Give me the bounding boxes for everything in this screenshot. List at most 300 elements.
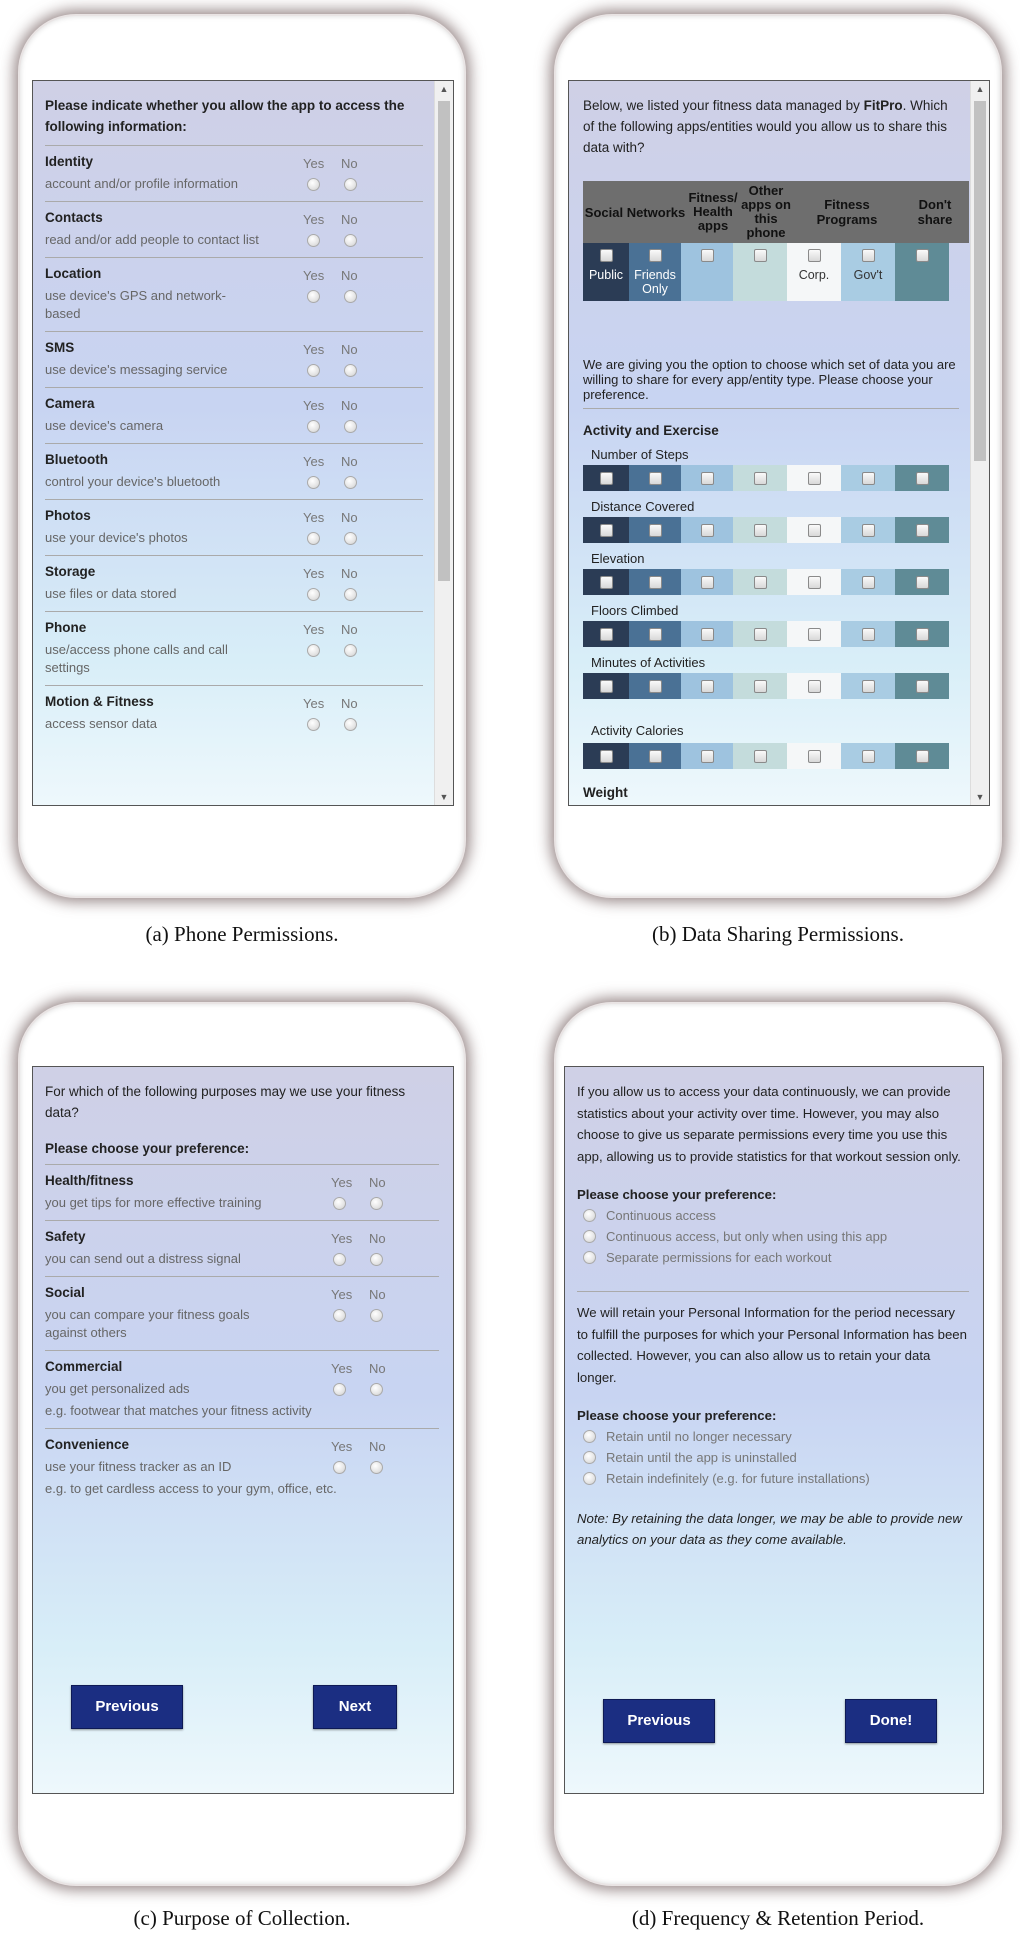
share-checkbox[interactable] <box>649 680 662 693</box>
share-cell <box>583 673 629 699</box>
intro-text: For which of the following purposes may we use your fitness data? <box>45 1084 406 1120</box>
share-cell <box>681 743 733 769</box>
frequency-options <box>577 1208 969 1265</box>
share-cell <box>841 465 895 491</box>
share-cell <box>681 569 733 595</box>
caption-d: (d) Frequency & Retention Period. <box>631 1906 925 1930</box>
purpose-desc: you can send out a distress signal <box>45 1251 241 1266</box>
yes-radio[interactable] <box>307 644 320 657</box>
share-cell <box>841 673 895 699</box>
share-cell <box>787 673 841 699</box>
purpose-title: Social <box>45 1285 85 1300</box>
share-cell <box>787 621 841 647</box>
share-cell <box>733 569 787 595</box>
next-button[interactable]: Next <box>313 1685 397 1729</box>
previous-button[interactable]: Previous <box>603 1699 715 1743</box>
share-cell <box>733 517 787 543</box>
option-radio[interactable] <box>583 1451 596 1464</box>
yes-radio[interactable] <box>307 718 320 731</box>
share-row-checkboxes <box>583 673 969 699</box>
share-checkbox[interactable] <box>754 680 767 693</box>
share-checkbox[interactable] <box>649 472 662 485</box>
share-cell <box>733 465 787 491</box>
share-checkbox[interactable] <box>862 628 875 641</box>
option-row[interactable] <box>583 1208 969 1223</box>
yes-radio[interactable] <box>307 234 320 247</box>
share-checkbox[interactable] <box>649 750 662 763</box>
permission-desc: read and/or add people to contact list <box>45 232 259 247</box>
yes-no-labels <box>303 566 383 581</box>
no-label: No <box>341 398 358 413</box>
share-row-checkboxes <box>583 743 969 769</box>
share-checkbox[interactable] <box>701 524 714 537</box>
share-cell <box>629 517 681 543</box>
permission-row <box>45 612 423 686</box>
yes-radio[interactable] <box>333 1253 346 1266</box>
share-table-header <box>583 181 969 243</box>
share-checkbox[interactable] <box>916 750 929 763</box>
radio-group <box>307 420 387 436</box>
scroll-thumb[interactable] <box>974 101 986 461</box>
no-radio[interactable] <box>370 1309 383 1322</box>
share-column-6 <box>895 243 949 301</box>
choose-label-2: Please choose your preference: <box>577 1408 777 1423</box>
option-row[interactable] <box>583 1471 969 1486</box>
share-row-label: Elevation <box>591 551 645 566</box>
share-checkbox[interactable] <box>754 472 767 485</box>
yes-no-labels <box>303 342 383 357</box>
phone-d <box>556 1004 1000 1884</box>
share-checkbox[interactable] <box>808 628 821 641</box>
permission-desc: use files or data stored <box>45 586 177 601</box>
permission-row <box>45 146 423 202</box>
no-radio[interactable] <box>344 588 357 601</box>
previous-button[interactable]: Previous <box>71 1685 183 1729</box>
permission-row <box>45 258 423 332</box>
share-checkbox[interactable] <box>916 472 929 485</box>
yes-label: Yes <box>303 398 325 413</box>
no-radio[interactable] <box>344 364 357 377</box>
share-cell <box>681 517 733 543</box>
radio-group <box>307 476 387 492</box>
permission-row <box>45 332 423 388</box>
yes-radio[interactable] <box>333 1309 346 1322</box>
no-radio[interactable] <box>344 644 357 657</box>
brand-name: FitPro <box>863 98 903 113</box>
share-checkbox[interactable] <box>754 750 767 763</box>
option-label: Retain until the app is uninstalled <box>606 1450 797 1465</box>
choose-label: Please choose your preference: <box>45 1141 439 1165</box>
yes-no-labels <box>303 268 383 283</box>
share-cell <box>895 517 949 543</box>
option-row[interactable] <box>583 1229 969 1244</box>
share-row <box>583 653 969 707</box>
no-radio[interactable] <box>344 476 357 489</box>
share-checkbox[interactable] <box>862 249 875 262</box>
share-cell <box>841 743 895 769</box>
done-button[interactable]: Done! <box>845 1699 937 1743</box>
purpose-desc: use your fitness tracker as an ID <box>45 1459 232 1474</box>
share-checkbox[interactable] <box>808 524 821 537</box>
purpose-list <box>45 1081 439 1506</box>
share-checkbox[interactable] <box>808 472 821 485</box>
share-checkbox[interactable] <box>754 524 767 537</box>
purpose-row <box>45 1221 439 1277</box>
option-row[interactable] <box>583 1429 969 1444</box>
purpose-desc: you can compare your fitness goals against others <box>45 1307 250 1340</box>
share-row-checkboxes <box>583 569 969 595</box>
share-checkbox[interactable] <box>701 628 714 641</box>
radio-group <box>333 1461 413 1477</box>
caption-c: (c) Purpose of Collection. <box>133 1906 351 1930</box>
radio-group <box>333 1309 413 1325</box>
share-cell <box>787 465 841 491</box>
radio-group <box>307 588 387 604</box>
radio-group <box>307 364 387 380</box>
share-row <box>583 707 969 775</box>
yes-no-labels <box>331 1361 411 1376</box>
share-column-4 <box>787 243 841 301</box>
share-cell <box>895 673 949 699</box>
option-radio[interactable] <box>583 1251 596 1264</box>
radio-group <box>333 1383 413 1399</box>
share-cell <box>681 673 733 699</box>
no-radio[interactable] <box>370 1383 383 1396</box>
share-checkbox[interactable] <box>862 524 875 537</box>
permission-row <box>45 556 423 612</box>
yes-label: Yes <box>303 212 325 227</box>
share-cell <box>895 569 949 595</box>
yes-radio[interactable] <box>307 178 320 191</box>
divider <box>577 1291 969 1292</box>
permission-title: Motion & Fitness <box>45 694 154 709</box>
share-cell <box>733 673 787 699</box>
share-checkbox[interactable] <box>600 249 613 262</box>
yes-radio[interactable] <box>307 476 320 489</box>
radio-group <box>333 1253 413 1269</box>
no-label: No <box>369 1175 386 1190</box>
permission-title: Bluetooth <box>45 452 108 467</box>
purpose-example: e.g. to get cardless access to your gym, office, etc. <box>45 1481 337 1496</box>
share-checkbox[interactable] <box>916 680 929 693</box>
share-cell <box>629 673 681 699</box>
yes-radio[interactable] <box>333 1461 346 1474</box>
share-checkbox[interactable] <box>600 576 613 589</box>
scroll-up-icon[interactable]: ▲ <box>439 84 449 94</box>
share-checkbox[interactable] <box>916 524 929 537</box>
yes-label: Yes <box>331 1175 353 1190</box>
scrollbar[interactable] <box>434 81 453 805</box>
scroll-thumb[interactable] <box>438 101 450 581</box>
purpose-row <box>45 1351 439 1429</box>
share-row-label: Distance Covered <box>591 499 695 514</box>
share-cell <box>629 743 681 769</box>
permission-title: Storage <box>45 564 96 579</box>
share-checkbox[interactable] <box>916 249 929 262</box>
share-cell <box>681 465 733 491</box>
permission-desc: use/access phone calls and call settings <box>45 642 228 675</box>
header-other-apps: Other apps on this phone <box>741 183 791 240</box>
share-checkbox[interactable] <box>600 680 613 693</box>
purpose-title: Safety <box>45 1229 86 1244</box>
permission-title: Location <box>45 266 102 281</box>
no-label: No <box>341 454 358 469</box>
no-radio[interactable] <box>344 532 357 545</box>
yes-radio[interactable] <box>307 420 320 433</box>
permission-desc: use device's messaging service <box>45 362 228 377</box>
scroll-down-icon[interactable]: ▼ <box>975 792 985 802</box>
share-column-5 <box>841 243 895 301</box>
no-radio[interactable] <box>370 1197 383 1210</box>
share-row-label: Minutes of Activities <box>591 655 706 670</box>
no-radio[interactable] <box>370 1461 383 1474</box>
purpose-title: Commercial <box>45 1359 123 1374</box>
yes-label: Yes <box>303 454 325 469</box>
share-cell <box>629 465 681 491</box>
yes-label: Yes <box>303 696 325 711</box>
yes-no-labels <box>331 1439 411 1454</box>
frequency-section <box>577 1081 969 1550</box>
radio-group <box>307 532 387 548</box>
share-cell <box>681 621 733 647</box>
share-cell <box>733 743 787 769</box>
permission-title: Photos <box>45 508 91 523</box>
share-row <box>583 601 969 653</box>
no-label: No <box>341 566 358 581</box>
yes-radio[interactable] <box>307 290 320 303</box>
share-rows <box>583 445 969 775</box>
share-cell <box>583 465 629 491</box>
share-checkbox[interactable] <box>808 750 821 763</box>
no-radio[interactable] <box>344 420 357 433</box>
yes-label: Yes <box>331 1361 353 1376</box>
yes-radio[interactable] <box>333 1197 346 1210</box>
share-checkbox[interactable] <box>862 576 875 589</box>
share-checkbox[interactable] <box>808 680 821 693</box>
permission-row <box>45 444 423 500</box>
intro-pre: Below, we listed your fitness data managed by <box>583 98 864 113</box>
intro-text: Please indicate whether you allow the app to access the following information: <box>45 95 423 146</box>
share-row-label: Number of Steps <box>591 447 689 462</box>
para-frequency: If you allow us to access your data continuously, we can provide statistics about your activity over time. However, you may also choose to give us separate permissions every time you use this app, allowing us to provide statistics for that workout session only. <box>577 1084 961 1164</box>
yes-radio[interactable] <box>307 588 320 601</box>
yes-no-labels <box>331 1287 411 1302</box>
option-label: Retain indefinitely (e.g. for future installations) <box>606 1471 870 1486</box>
choose-text: We are giving you the option to choose which set of data you are willing to share for every app/entity type. Please choose your preference. <box>583 357 959 409</box>
share-cell <box>583 569 629 595</box>
option-row[interactable] <box>583 1450 969 1465</box>
share-row-label: Floors Climbed <box>591 603 679 618</box>
yes-no-labels <box>331 1231 411 1246</box>
yes-no-labels <box>303 454 383 469</box>
yes-no-labels <box>303 696 383 711</box>
no-radio[interactable] <box>370 1253 383 1266</box>
phone-a <box>20 16 464 896</box>
yes-radio[interactable] <box>307 532 320 545</box>
option-label: Retain until no longer necessary <box>606 1429 792 1444</box>
share-checkbox[interactable] <box>701 472 714 485</box>
option-radio[interactable] <box>583 1430 596 1443</box>
radio-group <box>307 644 387 660</box>
purpose-desc: you get tips for more effective training <box>45 1195 262 1210</box>
row-gap <box>583 699 969 707</box>
section-title: Activity and Exercise <box>583 423 719 438</box>
permission-desc: use your device's photos <box>45 530 188 545</box>
share-checkbox[interactable] <box>754 576 767 589</box>
purpose-row <box>45 1429 439 1506</box>
no-radio[interactable] <box>344 290 357 303</box>
share-checkbox[interactable] <box>701 680 714 693</box>
yes-radio[interactable] <box>333 1383 346 1396</box>
no-radio[interactable] <box>344 718 357 731</box>
share-column-label: Corp. <box>798 268 830 282</box>
share-cell <box>841 621 895 647</box>
intro-text <box>583 95 957 158</box>
share-column-label: Public <box>588 268 624 282</box>
header-fitness-programs: Fitness Programs <box>816 197 878 227</box>
yes-no-labels <box>303 510 383 525</box>
no-radio[interactable] <box>344 234 357 247</box>
share-checkbox[interactable] <box>862 680 875 693</box>
permission-desc: account and/or profile information <box>45 176 238 191</box>
share-checkbox[interactable] <box>754 628 767 641</box>
yes-label: Yes <box>331 1231 353 1246</box>
phone-c-screen <box>32 1066 454 1794</box>
permission-list <box>45 95 423 741</box>
retention-options <box>577 1429 969 1486</box>
scroll-up-icon[interactable]: ▲ <box>975 84 985 94</box>
caption-b: (b) Data Sharing Permissions. <box>652 922 904 946</box>
share-row-checkboxes <box>583 465 969 491</box>
header-dont-share: Don't share <box>917 197 953 227</box>
share-checkbox[interactable] <box>649 628 662 641</box>
note-text: Note: By retaining the data longer, we may be able to provide new analytics on your data as they come available. <box>577 1511 962 1547</box>
share-column-0 <box>583 243 629 301</box>
header-social: Social Networks <box>584 204 686 220</box>
permission-desc: access sensor data <box>45 716 158 731</box>
yes-no-labels <box>331 1175 411 1190</box>
share-checkbox[interactable] <box>701 249 714 262</box>
share-column-3 <box>733 243 787 301</box>
share-checkbox[interactable] <box>916 628 929 641</box>
para-retention: We will retain your Personal Information for the period necessary to fulfill the purposes for which your Personal Information has been collected. However, you can also allow us to retain your data longer. <box>577 1305 967 1385</box>
yes-label: Yes <box>303 342 325 357</box>
yes-label: Yes <box>303 268 325 283</box>
radio-group <box>307 178 387 194</box>
permission-title: Camera <box>45 396 95 411</box>
radio-group <box>307 290 387 306</box>
share-checkbox[interactable] <box>600 472 613 485</box>
yes-no-labels <box>303 398 383 413</box>
row-gap <box>583 769 969 775</box>
no-label: No <box>369 1287 386 1302</box>
share-checkbox[interactable] <box>808 576 821 589</box>
yes-label: Yes <box>303 156 325 171</box>
share-cell <box>787 743 841 769</box>
option-radio[interactable] <box>583 1209 596 1222</box>
share-cell <box>841 517 895 543</box>
share-cell <box>733 621 787 647</box>
share-checkbox[interactable] <box>600 750 613 763</box>
share-checkbox[interactable] <box>649 576 662 589</box>
share-cell <box>629 569 681 595</box>
share-row <box>583 445 969 497</box>
share-checkbox[interactable] <box>600 524 613 537</box>
no-radio[interactable] <box>344 178 357 191</box>
share-column-1 <box>629 243 681 301</box>
scroll-down-icon[interactable]: ▼ <box>439 792 449 802</box>
no-label: No <box>369 1439 386 1454</box>
permission-desc: use device's GPS and network-based <box>45 288 226 321</box>
yes-no-labels <box>303 156 383 171</box>
yes-no-labels <box>303 212 383 227</box>
share-cell <box>895 465 949 491</box>
option-label: Continuous access, but only when using this app <box>606 1229 888 1244</box>
no-label: No <box>341 268 358 283</box>
share-row-checkboxes <box>583 621 969 647</box>
share-checkbox[interactable] <box>862 472 875 485</box>
yes-label: Yes <box>303 566 325 581</box>
share-checkbox[interactable] <box>701 750 714 763</box>
share-checkbox[interactable] <box>600 628 613 641</box>
share-table-subheader <box>583 243 969 301</box>
radio-group <box>307 234 387 250</box>
next-section-title: Weight <box>583 785 628 800</box>
permission-desc: control your device's bluetooth <box>45 474 221 489</box>
permission-desc: use device's camera <box>45 418 164 433</box>
share-checkbox[interactable] <box>701 576 714 589</box>
option-radio[interactable] <box>583 1472 596 1485</box>
no-label: No <box>369 1231 386 1246</box>
phone-b <box>556 16 1000 896</box>
share-cell <box>583 621 629 647</box>
share-cell <box>787 517 841 543</box>
share-checkbox[interactable] <box>649 249 662 262</box>
yes-label: Yes <box>331 1287 353 1302</box>
share-cell <box>787 569 841 595</box>
yes-label: Yes <box>303 510 325 525</box>
option-radio[interactable] <box>583 1230 596 1243</box>
purpose-title: Health/fitness <box>45 1173 134 1188</box>
share-column-2 <box>681 243 733 301</box>
permission-row <box>45 686 423 741</box>
share-checkbox[interactable] <box>754 249 767 262</box>
share-checkbox[interactable] <box>649 524 662 537</box>
option-label: Separate permissions for each workout <box>606 1250 832 1265</box>
yes-radio[interactable] <box>307 364 320 377</box>
share-cell <box>583 743 629 769</box>
option-label: Continuous access <box>606 1208 716 1223</box>
scrollbar[interactable] <box>970 81 989 805</box>
share-checkbox[interactable] <box>862 750 875 763</box>
no-label: No <box>341 156 358 171</box>
phone-b-screen <box>568 80 990 806</box>
caption-a: (a) Phone Permissions. <box>145 922 339 946</box>
no-label: No <box>341 622 358 637</box>
share-checkbox[interactable] <box>808 249 821 262</box>
purpose-row <box>45 1277 439 1351</box>
no-label: No <box>341 510 358 525</box>
permission-row <box>45 500 423 556</box>
permission-title: Phone <box>45 620 87 635</box>
intro-post: . Which of the following apps/entities would you allow us to share this data with? <box>583 98 948 155</box>
phone-d-screen <box>564 1066 984 1794</box>
option-row[interactable] <box>583 1250 969 1265</box>
purpose-example: e.g. footwear that matches your fitness activity <box>45 1403 312 1418</box>
share-cell <box>895 621 949 647</box>
share-checkbox[interactable] <box>916 576 929 589</box>
permission-title: Contacts <box>45 210 103 225</box>
